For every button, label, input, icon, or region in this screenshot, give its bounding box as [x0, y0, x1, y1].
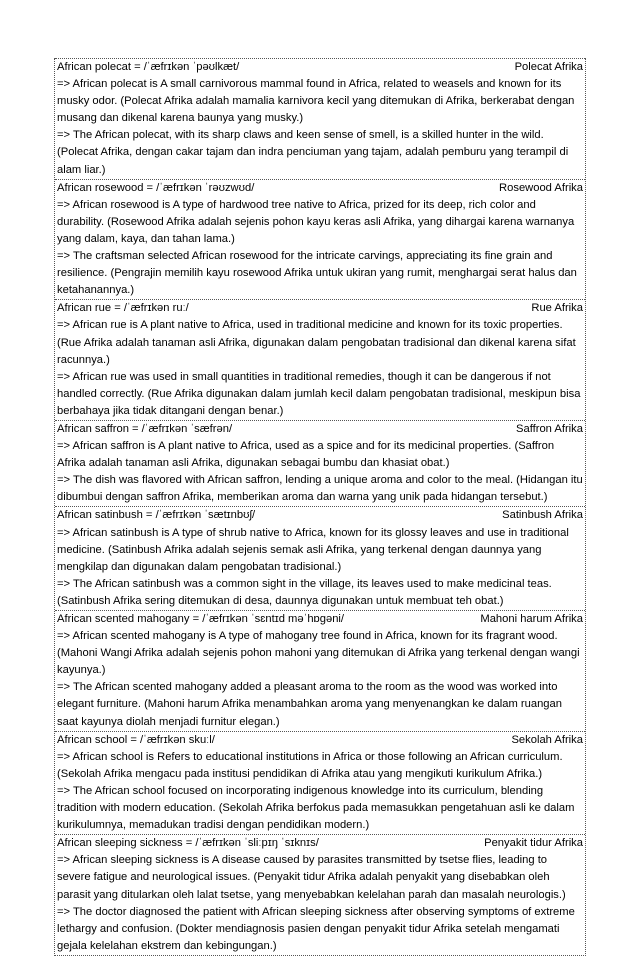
term-pronunciation: African rue = /ˈæfrɪkən ruː/: [57, 302, 189, 315]
entry-header: [55, 611, 585, 628]
example-sentence: => The African scented mahogany added a pleasant aroma to the room as the wood was worked into elegant furniture. (Mahoni harum Afrika menambahkan aroma yang menyenangkan ke dalam ruangan saat kayunya diolah menjadi furnitur elegan.): [57, 681, 562, 728]
entry: [55, 58, 585, 179]
term-translation: Saffron Afrika: [516, 422, 583, 435]
entry-header: [55, 180, 585, 197]
term-pronunciation: African sleeping sickness = /ˈæfrɪkən ˈsliːpɪŋ ˈsɪknɪs/: [57, 837, 319, 850]
definition-text: => African school is Refers to educational institutions in Africa or those following an African curriculum. (Sekolah Afrika mengacu pada institusi pendidikan di Afrika atau yang mengikuti kurikulum Afrika.): [57, 750, 563, 780]
definition-text: => African polecat is A small carnivorous mammal found in Africa, related to weasels and known for its musky odor. (Polecat Afrika adalah mamalia karnivora kecil yang ditemukan di Afrika, berkerabat dengan musang dan dikenal karena baunya yang musky.): [57, 78, 575, 125]
term-translation: Penyakit tidur Afrika: [484, 837, 583, 850]
example-sentence: => The African school focused on incorporating indigenous knowledge into its curriculum, blending tradition with modern education. (Sekolah Afrika berfokus pada memasukkan pengetahuan asli ke dalam kurikulumnya, memadukan tradisi dengan pendidikan modern.): [57, 784, 575, 832]
example-sentence: => The dish was flavored with African saffron, lending a unique aroma and color to the meal. (Hidangan itu dibumbui dengan saffron Afrika, memberikan aroma dan warna yang unik pada hidangan tersebut.): [57, 474, 583, 504]
example-sentence: => African rue was used in small quantities in traditional remedies, though it can be dangerous if not handled correctly. (Rue Afrika digunakan dalam jumlah kecil dalam pengobatan tradisional, meskipun bisa berbahaya jika tidak ditangani dengan benar.): [57, 370, 581, 417]
term-pronunciation: African satinbush = /ˈæfrɪkən ˈsætɪnbʊʃ/: [57, 509, 256, 522]
term-pronunciation: African saffron = /ˈæfrɪkən ˈsæfrən/: [57, 422, 233, 435]
example-sentence: => The African satinbush was a common sight in the village, its leaves used to make medicinal teas. (Satinbush Afrika sering ditemukan di desa, daunnya digunakan untuk membuat teh obat.): [57, 577, 552, 607]
term-translation: Sekolah Afrika: [511, 733, 583, 746]
term-pronunciation: African rosewood = /ˈæfrɪkən ˈrəʊzwʊd/: [57, 181, 255, 194]
example-sentence: => The doctor diagnosed the patient with African sleeping sickness after observing symptoms of extreme lethargy and confusion. (Dokter mendiagnosis pasien dengan penyakit tidur Afrika setelah mengamati gejala kelelahan ekstrem dan kebingungan.): [57, 905, 575, 952]
entry-header: [55, 300, 585, 317]
definition-text: => African satinbush is A type of shrub native to Africa, known for its glossy leaves and use in traditional medicine. (Satinbush Afrika adalah sejenis semak asli Afrika, yang terkenal dengan daunnya yang mengkilap dan digunakan dalam pengobatan tradisional.): [57, 526, 569, 573]
entry-header: [55, 835, 585, 852]
term-pronunciation: African scented mahogany = /ˈæfrɪkən ˈsɛntɪd məˈhɒɡəni/: [57, 613, 345, 625]
definition-text: => African rosewood is A type of hardwood tree native to Africa, prized for its deep, rich color and durability. (Rosewood Afrika adalah sejenis pohon kayu keras asli Afrika, yang dihargai karena warnanya yang dalam, kaya, dan tahan lama.): [57, 198, 575, 245]
entry-header: [55, 507, 585, 524]
definition-text: => African saffron is A plant native to Africa, used as a spice and for its medicinal properties. (Saffron Afrika adalah tanaman asli Afrika, digunakan sebagai bumbu dan khasiat obat.): [57, 440, 555, 470]
term-translation: Rosewood Afrika: [499, 181, 583, 194]
example-sentence: => The African polecat, with its sharp claws and keen sense of smell, is a skilled hunter in the wild. (Polecat Afrika, dengan cakar tajam dan indra penciuman yang tajam, adalah pemburu yang terampil di alam liar.): [57, 129, 569, 176]
entry: [55, 731, 585, 835]
term-translation: Rue Afrika: [531, 302, 583, 315]
entry-header: [55, 732, 585, 749]
entry: [55, 420, 585, 506]
entry-header: [55, 421, 585, 438]
entry-header: [55, 59, 585, 76]
entry: [55, 610, 585, 731]
example-sentence: => The craftsman selected African rosewood for the intricate carvings, appreciating its fine grain and resilience. (Pengrajin memilih kayu rosewood Afrika untuk ukiran yang rumit, menghargai serat halus dan ketahanannya.): [57, 250, 577, 297]
term-translation: Polecat Afrika: [514, 61, 583, 73]
entry: [55, 506, 585, 610]
term-pronunciation: African school = /ˈæfrɪkən skuːl/: [57, 733, 215, 746]
definition-text: => African scented mahogany is A type of mahogany tree found in Africa, known for its fragrant wood. (Mahoni Wangi Afrika adalah sejenis pohon mahoni yang ditemukan di Afrika yang terkenal dengan wangi kayunya.): [57, 630, 580, 677]
entry: [55, 179, 585, 300]
term-translation: Mahoni harum Afrika: [480, 613, 583, 625]
definition-text: => African sleeping sickness is A disease caused by parasites transmitted by tsetse flies, leading to severe fatigue and neurological issues. (Penyakit tidur Afrika adalah penyakit yang disebabkan oleh parasit yang ditularkan oleh lalat tsetse, yang menyebabkan kelelahan parah dan masalah neurologis.): [57, 854, 566, 901]
definition-text: => African rue is A plant native to Africa, used in traditional medicine and known for its toxic properties. (Rue Afrika adalah tanaman asli Afrika, digunakan dalam pengobatan tradisional dan dikenal karena sifat racunnya.): [57, 319, 576, 366]
entry: [55, 299, 585, 420]
entry: [55, 834, 585, 955]
term-pronunciation: African polecat = /ˈæfrɪkən ˈpəʊlkæt/: [57, 61, 240, 73]
vocabulary-table: [54, 58, 586, 956]
term-translation: Satinbush Afrika: [502, 509, 583, 522]
